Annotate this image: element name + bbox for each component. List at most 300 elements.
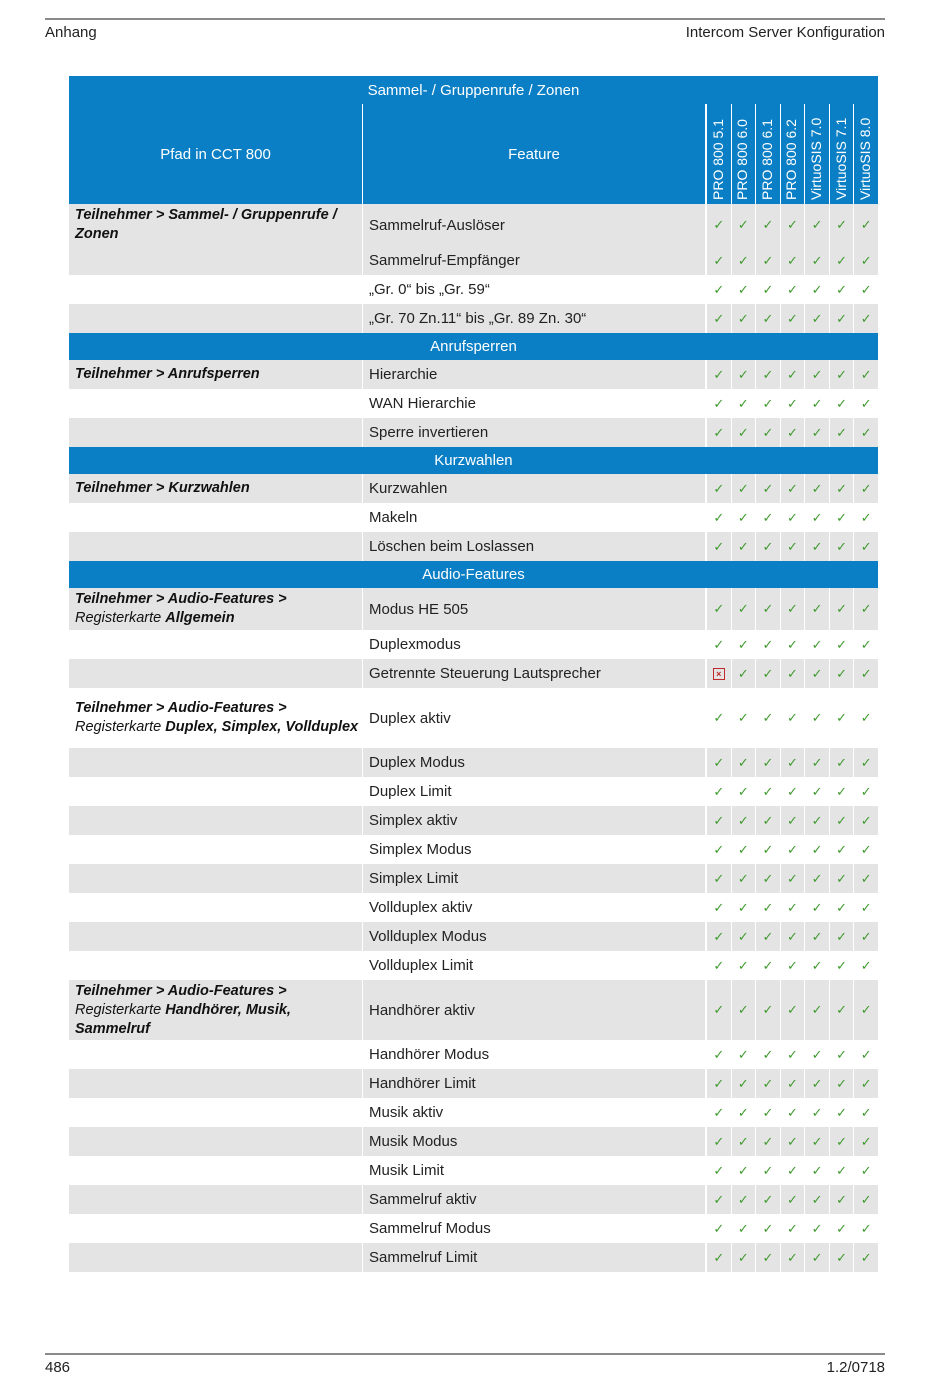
check-icon: ✓ — [829, 893, 854, 922]
check-icon: ✓ — [853, 1214, 878, 1243]
check-icon: ✓ — [829, 835, 854, 864]
check-icon: ✓ — [780, 360, 805, 389]
check-icon: ✓ — [829, 532, 854, 561]
path-segment: Teilnehmer > Kurzwahlen — [75, 480, 250, 496]
check-icon: ✓ — [706, 275, 731, 304]
check-icon: ✓ — [780, 1040, 805, 1069]
check-icon: ✓ — [731, 204, 756, 246]
check-icon: ✓ — [829, 275, 854, 304]
check-icon: ✓ — [706, 204, 731, 246]
feature-cell: Hierarchie — [363, 360, 705, 389]
feature-cell: Sammelruf-Empfänger — [363, 246, 705, 275]
check-icon: ✓ — [804, 1127, 829, 1156]
feature-cell: Sperre invertieren — [363, 418, 705, 447]
version-label: VirtuoSIS 7.1 — [832, 117, 849, 200]
path-segment: Handhörer, Musik, Sammelruf — [75, 1001, 291, 1037]
check-icon: ✓ — [755, 474, 780, 503]
check-icon: ✓ — [804, 1156, 829, 1185]
check-icon: ✓ — [755, 688, 780, 748]
path-cell — [69, 922, 362, 951]
check-icon: ✓ — [829, 1127, 854, 1156]
check-icon: ✓ — [804, 806, 829, 835]
feature-cell: Makeln — [363, 503, 705, 532]
version-label: PRO 800 5.1 — [709, 119, 726, 200]
check-icon: ✓ — [853, 1185, 878, 1214]
path-cell — [69, 1243, 362, 1272]
check-icon: ✓ — [755, 503, 780, 532]
check-icon: ✓ — [731, 474, 756, 503]
path-cell — [69, 1156, 362, 1185]
path-segment: Allgemein — [165, 610, 235, 626]
check-icon: ✓ — [853, 1069, 878, 1098]
check-icon: ✓ — [829, 1214, 854, 1243]
check-icon: ✓ — [829, 1040, 854, 1069]
feature-cell: Duplexmodus — [363, 630, 705, 659]
check-icon: ✓ — [706, 474, 731, 503]
check-icon: ✓ — [829, 503, 854, 532]
check-icon: ✓ — [780, 893, 805, 922]
check-icon: ✓ — [731, 688, 756, 748]
check-icon: ✓ — [731, 806, 756, 835]
path-segment: Teilnehmer > Sammel- / Gruppenrufe / Zonen — [75, 207, 337, 242]
check-icon: ✓ — [780, 304, 805, 333]
path-cell — [69, 532, 362, 561]
check-icon: ✓ — [853, 688, 878, 748]
check-icon: ✓ — [706, 1040, 731, 1069]
check-icon: ✓ — [853, 474, 878, 503]
check-icon: ✓ — [853, 1156, 878, 1185]
path-cell — [69, 1040, 362, 1069]
check-icon: ✓ — [780, 588, 805, 630]
check-icon: ✓ — [804, 630, 829, 659]
check-icon: ✓ — [755, 951, 780, 980]
header-right: Intercom Server Konfiguration — [685, 24, 885, 41]
check-icon: ✓ — [829, 389, 854, 418]
version-header-0 — [706, 104, 731, 204]
check-icon: ✓ — [706, 1127, 731, 1156]
path-cell — [69, 389, 362, 418]
check-icon: ✓ — [804, 835, 829, 864]
check-icon: ✓ — [853, 503, 878, 532]
check-icon: ✓ — [853, 1098, 878, 1127]
check-icon: ✓ — [853, 1243, 878, 1272]
check-icon: ✓ — [731, 951, 756, 980]
check-icon: ✓ — [731, 980, 756, 1040]
check-icon: ✓ — [804, 532, 829, 561]
check-icon: ✓ — [706, 1069, 731, 1098]
check-icon: ✓ — [706, 588, 731, 630]
check-icon: ✓ — [853, 980, 878, 1040]
path-cell — [69, 1069, 362, 1098]
check-icon: ✓ — [731, 588, 756, 630]
check-icon: ✓ — [731, 748, 756, 777]
path-text — [75, 365, 260, 384]
check-icon: ✓ — [853, 659, 878, 688]
feature-cell: Simplex Modus — [363, 835, 705, 864]
path-cell — [69, 474, 362, 503]
check-icon: ✓ — [853, 532, 878, 561]
check-icon: ✓ — [780, 503, 805, 532]
footer-rule — [45, 1353, 885, 1355]
check-icon: ✓ — [804, 748, 829, 777]
check-icon: ✓ — [755, 1040, 780, 1069]
feature-cell: Handhörer aktiv — [363, 980, 705, 1040]
check-icon: ✓ — [853, 777, 878, 806]
feature-cell: Sammelruf-Auslöser — [363, 204, 705, 246]
check-icon: ✓ — [755, 246, 780, 275]
check-icon: ✓ — [829, 777, 854, 806]
feature-cell: Musik Limit — [363, 1156, 705, 1185]
check-icon: ✓ — [780, 275, 805, 304]
path-segment: Teilnehmer > Audio-Features > — [75, 591, 287, 607]
check-icon: ✓ — [755, 1214, 780, 1243]
check-icon: ✓ — [780, 1069, 805, 1098]
check-icon: ✓ — [731, 1069, 756, 1098]
check-icon: ✓ — [780, 474, 805, 503]
check-icon: ✓ — [731, 1127, 756, 1156]
header-rule — [45, 18, 885, 20]
path-cell — [69, 835, 362, 864]
check-icon: ✓ — [804, 474, 829, 503]
version-label: PRO 800 6.2 — [783, 119, 800, 200]
check-icon: ✓ — [829, 1156, 854, 1185]
check-icon: ✓ — [853, 389, 878, 418]
check-icon: ✓ — [706, 418, 731, 447]
check-icon: ✓ — [731, 304, 756, 333]
check-icon: ✓ — [829, 864, 854, 893]
check-icon: ✓ — [780, 835, 805, 864]
check-icon: ✓ — [780, 1127, 805, 1156]
path-cell — [69, 777, 362, 806]
check-icon: ✓ — [731, 1185, 756, 1214]
check-icon: ✓ — [829, 204, 854, 246]
path-segment: Duplex, Simplex, Vollduplex — [165, 719, 359, 735]
check-icon: ✓ — [853, 360, 878, 389]
check-icon: ✓ — [780, 922, 805, 951]
check-icon: ✓ — [853, 630, 878, 659]
cross-icon — [706, 659, 731, 688]
check-icon: ✓ — [804, 777, 829, 806]
section-header: Kurzwahlen — [69, 447, 878, 474]
check-icon: ✓ — [780, 777, 805, 806]
check-icon: ✓ — [804, 1243, 829, 1272]
feature-cell: Sammelruf Modus — [363, 1214, 705, 1243]
path-cell — [69, 748, 362, 777]
check-icon: ✓ — [731, 1098, 756, 1127]
feature-cell: Duplex Modus — [363, 748, 705, 777]
path-segment: Registerkarte — [75, 1001, 166, 1018]
path-cell — [69, 588, 362, 630]
check-icon: ✓ — [755, 630, 780, 659]
feature-cell: Sammelruf Limit — [363, 1243, 705, 1272]
check-icon: ✓ — [804, 922, 829, 951]
feature-cell: Sammelruf aktiv — [363, 1185, 705, 1214]
feature-cell: Musik aktiv — [363, 1098, 705, 1127]
check-icon: ✓ — [804, 360, 829, 389]
check-icon: ✓ — [853, 864, 878, 893]
check-icon: ✓ — [731, 777, 756, 806]
check-icon: ✓ — [853, 806, 878, 835]
check-icon: ✓ — [780, 980, 805, 1040]
check-icon: ✓ — [755, 1156, 780, 1185]
footer-version: 1.2/0718 — [826, 1359, 885, 1376]
check-icon: ✓ — [804, 389, 829, 418]
check-icon: ✓ — [731, 418, 756, 447]
check-icon: ✓ — [804, 1098, 829, 1127]
version-header-5 — [829, 104, 854, 204]
check-icon: ✓ — [780, 418, 805, 447]
header-left: Anhang — [45, 24, 97, 41]
feature-cell: Musik Modus — [363, 1127, 705, 1156]
check-icon: ✓ — [755, 980, 780, 1040]
check-icon: ✓ — [755, 1185, 780, 1214]
feature-cell: Getrennte Steuerung Lautsprecher — [363, 659, 705, 688]
check-icon: ✓ — [853, 1127, 878, 1156]
check-icon: ✓ — [829, 951, 854, 980]
check-icon: ✓ — [804, 1040, 829, 1069]
path-cell — [69, 864, 362, 893]
check-icon: ✓ — [780, 532, 805, 561]
path-segment: Teilnehmer > Audio-Features > — [75, 700, 287, 716]
path-segment: Registerkarte — [75, 719, 166, 735]
check-icon: ✓ — [804, 304, 829, 333]
check-icon: ✓ — [829, 1098, 854, 1127]
check-icon: ✓ — [829, 588, 854, 630]
check-icon: ✓ — [755, 275, 780, 304]
path-cell — [69, 1127, 362, 1156]
check-icon: ✓ — [853, 835, 878, 864]
check-icon: ✓ — [853, 1040, 878, 1069]
path-cell — [69, 1185, 362, 1214]
check-icon: ✓ — [731, 389, 756, 418]
check-icon: ✓ — [706, 748, 731, 777]
path-cell — [69, 304, 362, 333]
check-icon: ✓ — [780, 864, 805, 893]
check-icon: ✓ — [706, 246, 731, 275]
feature-cell: „Gr. 70 Zn.11“ bis „Gr. 89 Zn. 30“ — [363, 304, 705, 333]
feature-cell: Vollduplex aktiv — [363, 893, 705, 922]
check-icon: ✓ — [780, 1156, 805, 1185]
check-icon: ✓ — [706, 777, 731, 806]
check-icon: ✓ — [829, 630, 854, 659]
version-header-1 — [731, 104, 756, 204]
check-icon: ✓ — [853, 304, 878, 333]
check-icon: ✓ — [706, 503, 731, 532]
path-text — [75, 590, 287, 628]
check-icon: ✓ — [780, 1214, 805, 1243]
check-icon: ✓ — [731, 1156, 756, 1185]
feature-cell: Handhörer Limit — [363, 1069, 705, 1098]
check-icon: ✓ — [780, 389, 805, 418]
check-icon: ✓ — [804, 246, 829, 275]
path-text — [75, 479, 250, 498]
check-icon: ✓ — [804, 1069, 829, 1098]
path-cell — [69, 204, 362, 246]
check-icon: ✓ — [755, 1098, 780, 1127]
column-header-feature: Feature — [363, 104, 705, 204]
check-icon: ✓ — [829, 474, 854, 503]
check-icon: ✓ — [755, 389, 780, 418]
check-icon: ✓ — [804, 980, 829, 1040]
check-icon: ✓ — [706, 360, 731, 389]
path-segment: Teilnehmer > Audio-Features > — [75, 982, 287, 999]
feature-cell: Löschen beim Loslassen — [363, 532, 705, 561]
check-icon: ✓ — [804, 418, 829, 447]
check-icon: ✓ — [755, 659, 780, 688]
check-icon: ✓ — [706, 1185, 731, 1214]
feature-cell: Vollduplex Modus — [363, 922, 705, 951]
path-cell — [69, 630, 362, 659]
check-icon: ✓ — [780, 630, 805, 659]
check-icon: ✓ — [755, 1243, 780, 1272]
check-icon: ✓ — [829, 1069, 854, 1098]
check-icon: ✓ — [829, 980, 854, 1040]
section-header: Audio-Features — [69, 561, 878, 588]
check-icon: ✓ — [755, 893, 780, 922]
check-icon: ✓ — [780, 1243, 805, 1272]
check-icon: ✓ — [853, 204, 878, 246]
check-icon: ✓ — [706, 688, 731, 748]
check-icon: ✓ — [731, 532, 756, 561]
check-icon: ✓ — [804, 1214, 829, 1243]
check-icon: ✓ — [755, 204, 780, 246]
check-icon: ✓ — [731, 659, 756, 688]
path-cell — [69, 1098, 362, 1127]
check-icon: ✓ — [853, 893, 878, 922]
check-icon: ✓ — [706, 1098, 731, 1127]
feature-cell: Simplex Limit — [363, 864, 705, 893]
path-cell — [69, 246, 362, 275]
footer-page-number: 486 — [45, 1359, 71, 1376]
check-icon: ✓ — [829, 688, 854, 748]
version-label: VirtuoSIS 7.0 — [808, 117, 825, 200]
check-icon: ✓ — [731, 1243, 756, 1272]
check-icon: ✓ — [829, 246, 854, 275]
check-icon: ✓ — [731, 246, 756, 275]
path-text — [75, 982, 362, 1039]
check-icon: ✓ — [731, 630, 756, 659]
check-icon: ✓ — [853, 748, 878, 777]
path-segment: Registerkarte — [75, 610, 166, 626]
check-icon: ✓ — [780, 1185, 805, 1214]
check-icon: ✓ — [731, 275, 756, 304]
check-icon: ✓ — [780, 246, 805, 275]
check-icon: ✓ — [755, 304, 780, 333]
check-icon: ✓ — [853, 275, 878, 304]
cross-box-icon: × — [713, 668, 725, 680]
check-icon: ✓ — [804, 1185, 829, 1214]
check-icon: ✓ — [780, 748, 805, 777]
check-icon: ✓ — [755, 922, 780, 951]
check-icon: ✓ — [829, 1243, 854, 1272]
check-icon: ✓ — [731, 1040, 756, 1069]
path-cell — [69, 1214, 362, 1243]
path-cell — [69, 360, 362, 389]
check-icon: ✓ — [829, 304, 854, 333]
path-cell — [69, 806, 362, 835]
feature-cell: Kurzwahlen — [363, 474, 705, 503]
version-header-6 — [853, 104, 878, 204]
check-icon: ✓ — [706, 893, 731, 922]
check-icon: ✓ — [706, 864, 731, 893]
check-icon: ✓ — [780, 1098, 805, 1127]
check-icon: ✓ — [706, 835, 731, 864]
section-header: Anrufsperren — [69, 333, 878, 360]
feature-cell: Handhörer Modus — [363, 1040, 705, 1069]
check-icon: ✓ — [755, 532, 780, 561]
version-header-4 — [804, 104, 829, 204]
version-label: VirtuoSIS 8.0 — [857, 117, 874, 200]
check-icon: ✓ — [706, 304, 731, 333]
path-cell — [69, 659, 362, 688]
check-icon: ✓ — [755, 1069, 780, 1098]
check-icon: ✓ — [780, 204, 805, 246]
check-icon: ✓ — [780, 806, 805, 835]
check-icon: ✓ — [755, 748, 780, 777]
feature-cell: Modus HE 505 — [363, 588, 705, 630]
path-segment: Teilnehmer > Anrufsperren — [75, 366, 260, 382]
check-icon: ✓ — [706, 980, 731, 1040]
path-text — [75, 699, 358, 737]
check-icon: ✓ — [731, 503, 756, 532]
feature-table — [69, 76, 885, 1272]
check-icon: ✓ — [853, 951, 878, 980]
check-icon: ✓ — [829, 806, 854, 835]
check-icon: ✓ — [731, 893, 756, 922]
check-icon: ✓ — [731, 360, 756, 389]
check-icon: ✓ — [706, 630, 731, 659]
check-icon: ✓ — [829, 748, 854, 777]
check-icon: ✓ — [780, 659, 805, 688]
check-icon: ✓ — [829, 1185, 854, 1214]
feature-cell: WAN Hierarchie — [363, 389, 705, 418]
check-icon: ✓ — [706, 806, 731, 835]
check-icon: ✓ — [731, 864, 756, 893]
check-icon: ✓ — [755, 835, 780, 864]
check-icon: ✓ — [706, 1214, 731, 1243]
check-icon: ✓ — [755, 1127, 780, 1156]
check-icon: ✓ — [731, 922, 756, 951]
check-icon: ✓ — [755, 418, 780, 447]
check-icon: ✓ — [706, 1156, 731, 1185]
path-cell — [69, 418, 362, 447]
version-header-2 — [755, 104, 780, 204]
check-icon: ✓ — [706, 1243, 731, 1272]
check-icon: ✓ — [829, 418, 854, 447]
check-icon: ✓ — [829, 922, 854, 951]
check-icon: ✓ — [755, 864, 780, 893]
check-icon: ✓ — [780, 688, 805, 748]
feature-cell: Duplex aktiv — [363, 688, 705, 748]
check-icon: ✓ — [731, 1214, 756, 1243]
check-icon: ✓ — [755, 588, 780, 630]
check-icon: ✓ — [804, 951, 829, 980]
check-icon: ✓ — [853, 246, 878, 275]
check-icon: ✓ — [706, 951, 731, 980]
column-header-path: Pfad in CCT 800 — [69, 104, 362, 204]
check-icon: ✓ — [804, 659, 829, 688]
feature-cell: Simplex aktiv — [363, 806, 705, 835]
version-label: PRO 800 6.0 — [734, 119, 751, 200]
table-title: Sammel- / Gruppenrufe / Zonen — [69, 76, 878, 104]
version-header-3 — [780, 104, 805, 204]
check-icon: ✓ — [755, 777, 780, 806]
feature-cell: „Gr. 0“ bis „Gr. 59“ — [363, 275, 705, 304]
check-icon: ✓ — [755, 806, 780, 835]
check-icon: ✓ — [804, 204, 829, 246]
path-cell — [69, 951, 362, 980]
check-icon: ✓ — [804, 275, 829, 304]
